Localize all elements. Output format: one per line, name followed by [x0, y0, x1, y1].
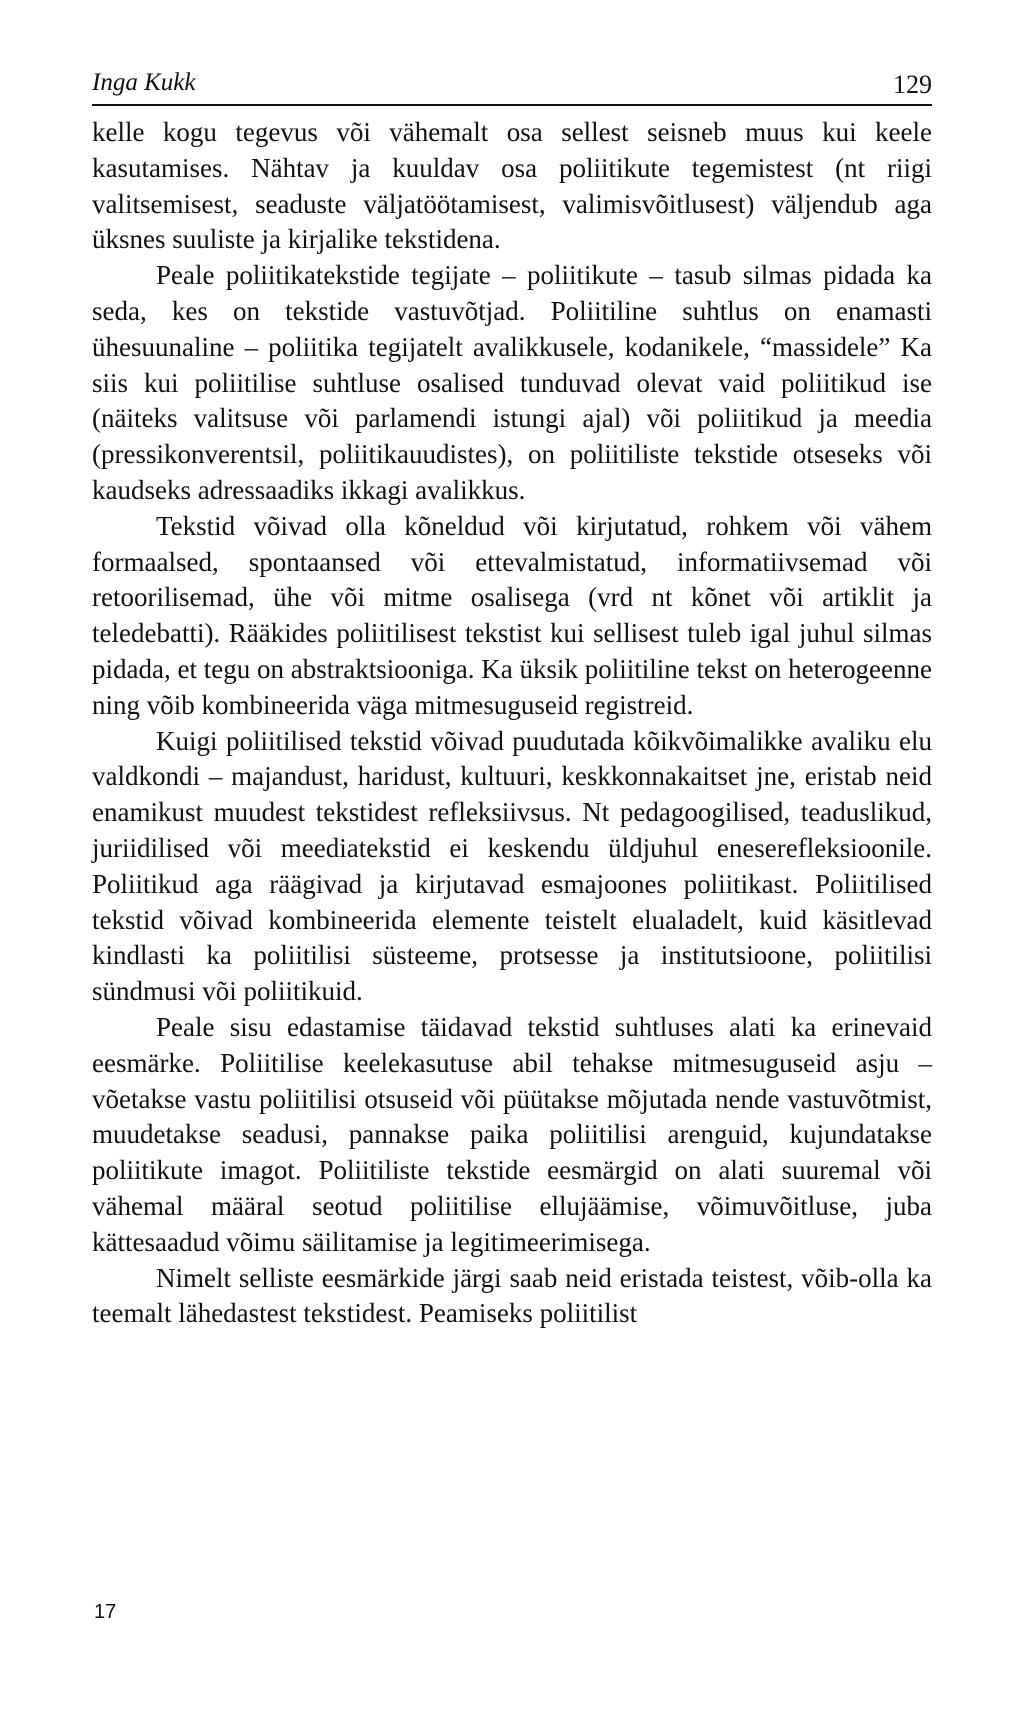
paragraph-goals: Peale sisu edastamise täidavad tekstid suhtluses alati ka erinevaid eesmärke. Poliitilise keelekasutuse abil tehakse mitmesuguseid asju – võetakse vastu poliitilisi otsuseid või püütakse mõjutada nende vastuvõtmist, muudetakse seadusi, pannakse paika poliitilisi arenguid, kujundatakse poliitikute imagot. Poliitiliste tekstide eesmärgid on alati suuremal või vähemal määral seotud poliitilise ellujäämise, võimuvõitluse, juba kättesaadud võimu säilitamise ja legitimeerimisega.	[92, 1011, 932, 1257]
paragraph-reflexivity: Kuigi poliitilised tekstid võivad puudutada kõikvõimalikke avaliku elu valdkondi – majandust, haridust, kultuuri, keskkonnakaitset jne, eristab neid enamikust muudest tekstidest refleksiivsus. Nt pedagoogilised, teaduslikud, juriidilised või meediatekstid ei keskendu üldjuhul eneserefleksioonile. Poliitikud aga räägivad ja kirjutavad esmajoones poliitikast. Poliitilised tekstid võivad kombineerida elemente teistelt elualadelt, kuid käsitlevad kindlasti ka poliitilisi süsteeme, protsesse ja institutsioone, poliitilisi sündmusi või poliitikuid.	[92, 725, 932, 1007]
paragraph-text-recipients: Peale poliitikatekstide tegijate – poliitikute – tasub silmas pidada ka seda, kes on tekstide vastuvõtjad. Poliitiline suhtlus on enamasti ühesuunaline – poliitika tegijatelt avalikkusele, kodanikele, “massidele” Ka siis kui poliitilise suhtluse osalised tunduvad olevat vaid poliitikud ise (näiteks valitsuse või parlamendi istungi ajal) või poliitikud ja meedia (pressikonverentsil, poliitikauudistes), on poliitiliste tekstide otseseks või kaudseks adressaadiks ikkagi avalikkus.	[92, 260, 932, 505]
printer-signature-mark: 17	[94, 1601, 117, 1623]
paragraph-continuation: kelle kogu tegevus või vähemalt osa sellest seisneb muus kui keele kasutamises. Nähtav ja kuuldav osa poliitikute tegemistest (nt riigi valitsemisest, seaduste väljatöötamisest, valimisvõitlusest) väljendub aga üksnes suuliste ja kirjalike tekstidena.	[92, 117, 932, 255]
page-number: 129	[893, 70, 932, 99]
running-header	[92, 62, 932, 106]
running-header-author: Inga Kukk	[92, 69, 196, 96]
paragraph-text-types: Tekstid võivad olla kõneldud või kirjutatud, rohkem või vähem formaalsed, spontaansed või ettevalmistatud, informatiivsemad või retoorilisemad, ühe või mitme osalisega (vrd nt kõnet või artiklit ja teledebatti). Rääkides poliitilisest tekstist kui sellisest tuleb igal juhul silmas pidada, et tegu on abstraktsiooniga. Ka üksik poliitiline tekst on heterogeenne ning võib kombineerida väga mitmesuguseid registreid.	[92, 510, 932, 720]
paragraph-distinguishing: Nimelt selliste eesmärkide järgi saab neid eristada teistest, võib-olla ka teemalt lähedastest tekstidest. Peamiseks poliitilist	[92, 1262, 932, 1329]
body-text	[92, 115, 932, 1332]
book-page	[92, 0, 932, 1709]
